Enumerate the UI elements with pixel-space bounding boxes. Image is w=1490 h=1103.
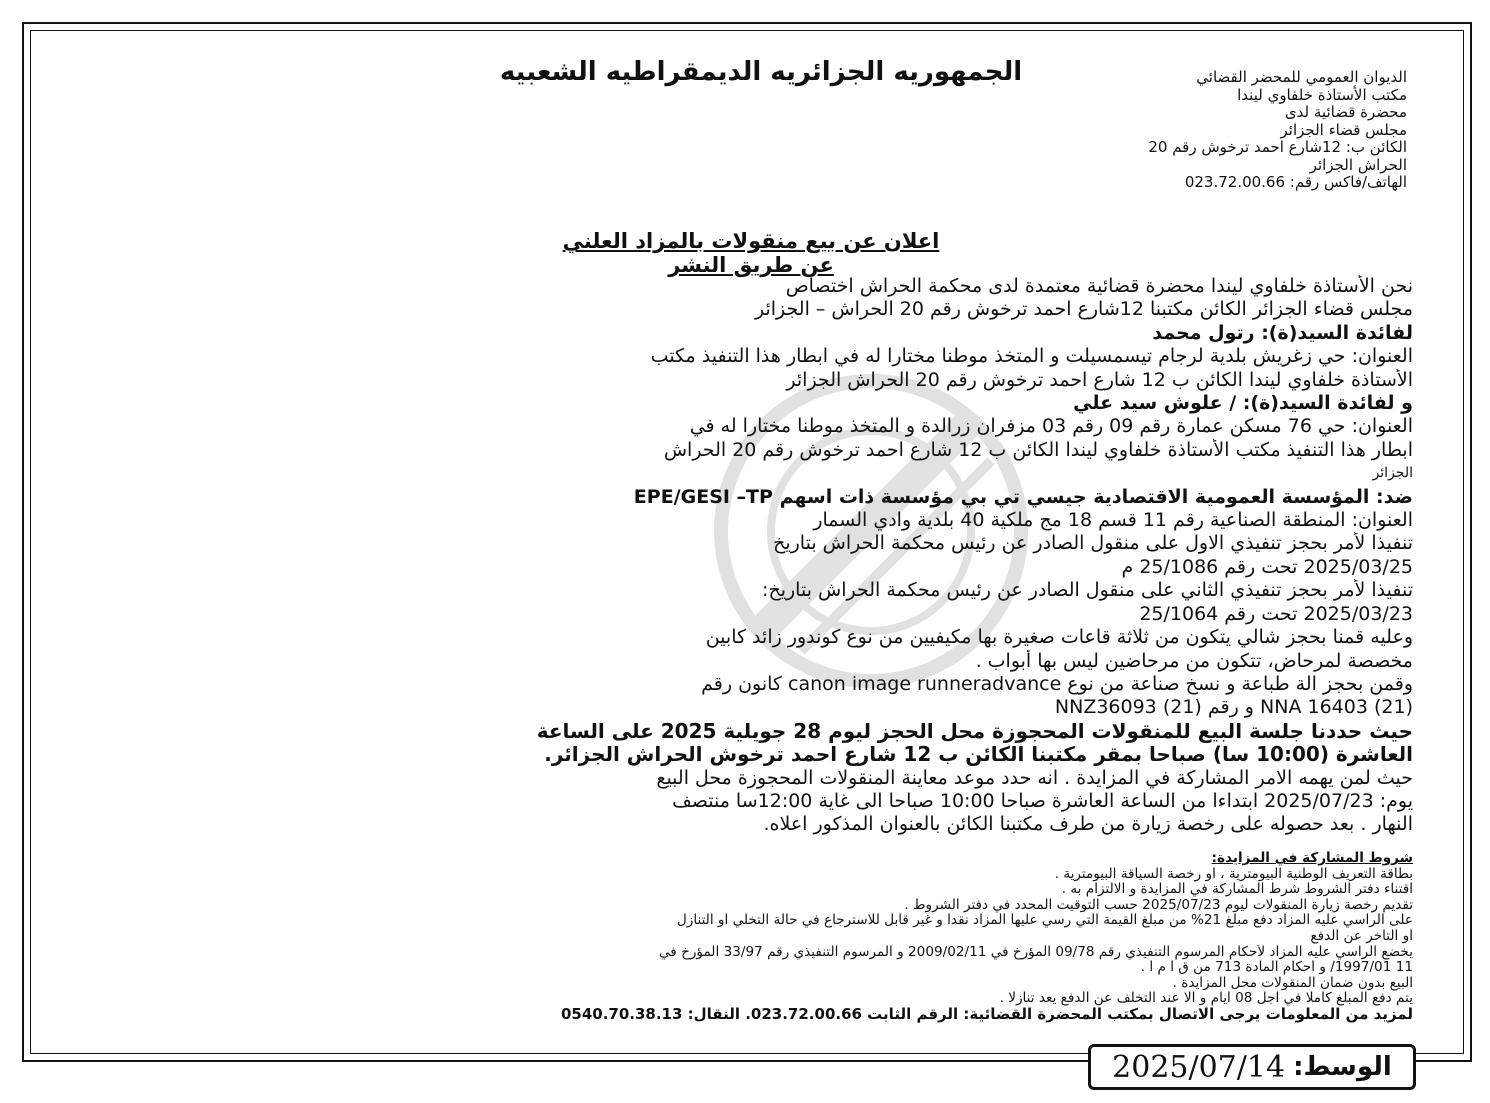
body-line: العنوان: حي 76 مسكن عمارة رقم 09 رقم 03 مزفران زرالدة و المتخذ موطنا مختارا له في: [689, 415, 1413, 438]
body-line: تنفيذا لأمر بحجز تنفيذي الاول على منقول الصادر عن رئيس محكمة الحراش بتاريخ: [773, 532, 1413, 555]
bailiff-office-block: [977, 69, 1407, 192]
body-line: نحن الأستاذة خلفاوي ليندا محضرة قضائية معتمدة لدى محكمة الحراش اختصاص: [785, 275, 1413, 297]
body-line: لفائدة السيد(ة): رتول محمد: [1152, 321, 1413, 344]
body-line: وقمن بحجز الة طباعة و نسخ صناعة من نوع canon image runneradvance كانون رقم: [701, 672, 1413, 695]
body-line: حيث حددنا جلسة البيع للمنقولات المحجوزة محل الحجز ليوم 28 جويلية 2025 على الساعة: [536, 719, 1413, 743]
office-line: محضرة قضائية لدى: [1284, 103, 1407, 121]
body-line: مجلس قضاء الجزائر الكائن مكتبنا 12شارع احمد ترخوش رقم 20 الحراش – الجزائر: [754, 298, 1413, 321]
body-line: العنوان: حي زغريش بلدية لرجام تيسمسيلت و المتخذ موطنا مختارا له في ابطار هذا التنفيذ مكتب: [650, 345, 1413, 368]
body-line: مخصصة لمرحاض، تتكون من مرحاضين ليس بها أبواب .: [975, 649, 1413, 672]
body-line: الجزائر: [1372, 465, 1413, 482]
office-line: الكائن ب: 12شارع احمد ترخوش رقم 20: [1148, 138, 1407, 156]
republic-title: الجمهوريه الجزائريه الديمقراطيه الشعبيه: [499, 57, 1023, 87]
body-line: حيث لمن يهمه الامر المشاركة في المزايدة . انه حدد موعد معاينة المنقولات المحجوزة محل البيع: [656, 766, 1413, 789]
body-line: العنوان: المنطقة الصناعية رقم 11 قسم 18 مج ملكية 40 بلدية وادي السمار: [813, 509, 1413, 532]
body-line: النهار . بعد حصوله على رخصة زيارة من طرف مكتبنا الكائن بالعنوان المذكور اعلاه.: [763, 813, 1413, 836]
condition-line: تقديم رخصة زيارة المنقولات ليوم 2025/07/23 حسب التوقيت المحدد في دفتر الشروط .: [904, 897, 1413, 913]
body-line: يوم: 2025/07/23 ابتداءا من الساعة العاشرة صباحا 10:00 صباحا الى غاية 12:00سا منتصف: [672, 789, 1413, 812]
condition-line: اقتناء دفتر الشروط شرط المشاركة في المزايدة و الالتزام به .: [1061, 882, 1413, 898]
body-line: (21) NNA 16403 و رقم NNZ36093 (21): [1054, 696, 1413, 719]
inner-border: [30, 30, 1464, 1054]
body-line: ضد: المؤسسة العمومية الاقتصادية جيسي تي بي مؤسسة ذات اسهم EPE/GESI –TP: [633, 485, 1413, 508]
condition-line: بطاقة التعريف الوطنية البيومترية ، او رخصة السياقة البيومترية .: [1054, 866, 1413, 882]
condition-line: البيع بدون ضمان المنقولات محل المزايدة .: [1172, 975, 1413, 991]
body-line: وعليه قمنا بحجز شالي يتكون من ثلاثة قاعات صغيرة بها مكيفيين من نوع كوندور زائد كابين: [705, 626, 1413, 649]
condition-line: يخضع الراسي عليه المزاد لأحكام المرسوم التنفيذي رقم 09/78 المؤرخ في 2009/02/11 و المرسوم التنفيذي رقم 33/97 المؤرخ في: [658, 944, 1413, 960]
contact-line: لمزيد من المعلومات يرجى الاتصال بمكتب المحضرة القضائية: الرقم الثابت 023.72.00.66. النقال: 0540.70.38.13: [560, 1006, 1413, 1023]
condition-line: او التأخر عن الدفع: [1310, 928, 1413, 944]
body-line: ابطار هذا التنفيذ مكتب الأستاذة خلفاوي ليندا الكائن ب 12 شارع احمد ترخوش رقم 20 الحراش: [663, 438, 1413, 461]
office-line: مجلس قضاء الجزائر: [1280, 120, 1407, 139]
body-line: تنفيذا لأمر بحجز تنفيذي الثاني على منقول الصادر عن رئيس محكمة الحراش بتاريخ:: [762, 579, 1413, 602]
condition-line: على الراسي عليه المزاد دفع مبلغ 21% من مبلغ القيمة التي رسي عليها المزاد نقدا و غير قابل للاسترجاع في حالة التخلي او التنازل: [676, 913, 1413, 929]
publication-date: 2025/07/14: [1112, 1049, 1286, 1085]
publication-date-box: [1088, 1044, 1416, 1090]
notice-body: [87, 275, 1413, 837]
page-border: [22, 22, 1472, 1062]
office-line: الديوان العمومي للمحضر القضائي: [1196, 68, 1407, 86]
body-line: 2025/03/25 تحت رقم 25/1086 م: [1121, 555, 1413, 578]
body-line: الأستاذة خلفاوي ليندا الكائن ب 12 شارع احمد ترخوش رقم 20 الحراش الجزائر: [786, 368, 1413, 391]
newspaper-label: الوسط:: [1293, 1052, 1392, 1082]
body-line: و لفائدة السيد(ة): / علوش سيد علي: [1073, 392, 1413, 415]
participation-conditions: [87, 851, 1413, 1023]
body-line: 2025/03/23 تحت رقم 25/1064: [1139, 602, 1413, 625]
notice-heading: [391, 229, 1111, 277]
body-line: العاشرة (10:00 سا) صباحا بمقر مكتبنا الكائن ب 12 شارع احمد ترخوش الحراش الجزائر.: [544, 743, 1413, 767]
conditions-heading: شروط المشاركة في المزايدة:: [1211, 851, 1413, 866]
office-line: مكتب الأستاذة خلفاوي ليندا: [1237, 85, 1407, 104]
condition-line: 11 1997/01/ و أحكام المادة 713 من ق ا م ا .: [1140, 960, 1413, 976]
condition-line: يتم دفع المبلغ كاملا في اجل 08 ايام و الا عند التخلف عن الدفع يعد تنازلا .: [999, 991, 1413, 1007]
notice-subtitle: عن طريق النشر: [668, 253, 834, 277]
office-line: الحراش الجزائر: [1309, 155, 1407, 174]
notice-title: اعلان عن بيع منقولات بالمزاد العلني: [562, 229, 940, 253]
office-line: الهاتف/فاكس رقم: 023.72.00.66: [1184, 173, 1407, 191]
